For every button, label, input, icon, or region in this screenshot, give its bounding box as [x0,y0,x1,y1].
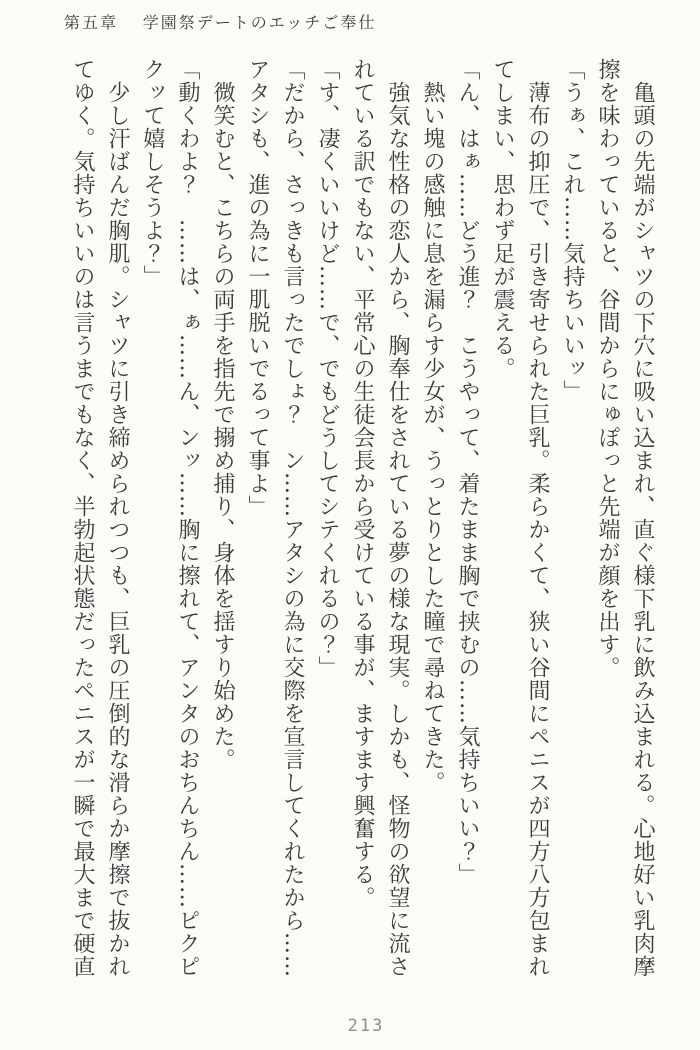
text-line: 薄布の抑圧で、引き寄せられた巨乳。柔らかくて、狭い谷間にペニスが四方八方包まれ [525,58,550,978]
text-line: 「動くわよ？ ……は、ぁ……ん、ンッ……胸に擦れて、アンタのおちんちん……ピクピ [175,58,200,978]
text-line: 「す、凄くいいけど……で、でもどうしてシテくれるの？」 [315,58,340,679]
chapter-number: 第五章 [64,13,119,32]
body-text [65,58,660,993]
text-line: 微笑むと、こちらの両手を指先で搦め捕り、身体を揺すり始めた。 [210,58,235,771]
chapter-title: 学園祭デートのエッチご奉仕 [142,13,377,32]
page-number: 213 [347,1016,385,1036]
text-line: 「だから、さっきも言ったでしょ？ ン……アタシの為に交際を宣言してくれたから…… [280,58,305,978]
text-line: 少し汗ばんだ胸肌。シャツに引き締められつつも、巨乳の圧倒的な滑らか摩擦で抜かれ [105,58,130,978]
text-line: てゆく。気持ちいいのは言うまでもなく、半勃起状態だったペニスが一瞬で最大まで硬直 [70,58,95,978]
text-line: アタシも、進の為に一肌脱いでるって事よ」 [245,58,270,518]
text-line: てしまい、思わず足が震える。 [490,58,515,380]
text-line: 擦を味わっていると、谷間からにゅぽっと先端が顔を出す。 [595,58,620,679]
text-line: クッて嬉しそうよ？」 [140,58,165,288]
text-line: 「うぁ、これ……気持ちいいッ」 [560,58,585,403]
text-line: 熱い塊の感触に息を漏らす少女が、うっとりとした瞳で尋ねてきた。 [420,58,445,794]
running-header [64,10,376,33]
text-line: 亀頭の先端がシャツの下穴に吸い込まれ、直ぐ様下乳に飲み込まれる。心地好い乳肉摩 [630,58,655,978]
text-line: 「ん、はぁ……どう進？ こうやって、着たまま胸で挟むの……気持ちいい？」 [455,58,480,886]
text-line: れている訳でもない、平常心の生徒会長から受けている事が、ますます興奮する。 [350,58,375,909]
text-line: 強気な性格の恋人から、胸奉仕をされている夢の様な現実。しかも、怪物の欲望に流さ [385,58,410,978]
